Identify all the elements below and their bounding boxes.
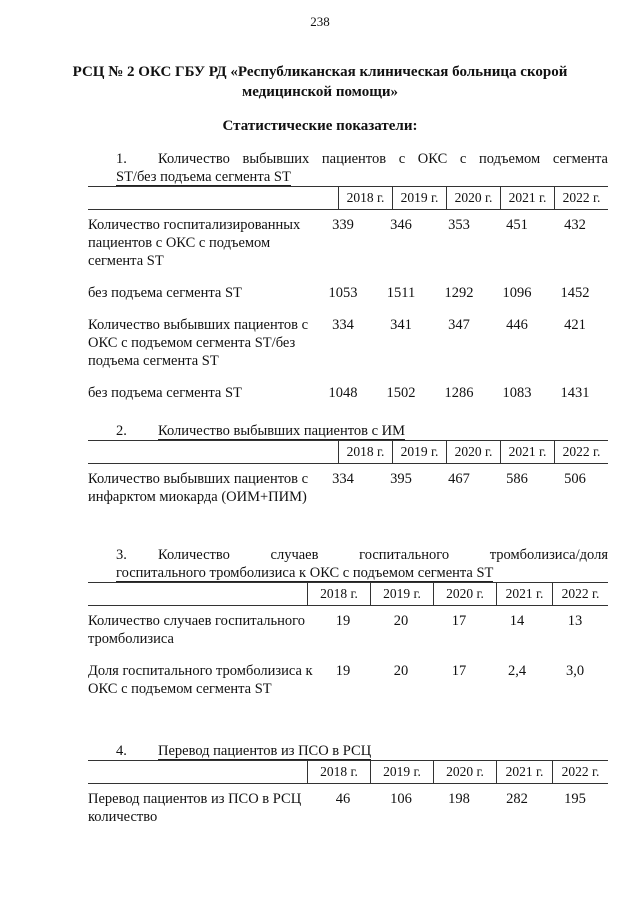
table-row xyxy=(88,612,608,648)
cell-value: 13 xyxy=(567,613,583,629)
year-header: 2022 г. xyxy=(554,441,608,463)
cell-value: 3,0 xyxy=(565,663,585,679)
section-heading-text: Количество выбывших пациентов с ИМ xyxy=(158,423,406,439)
section-heading xyxy=(88,546,608,564)
section-2 xyxy=(88,422,608,506)
cell-value: 1511 xyxy=(386,285,416,301)
cell-value: 17 xyxy=(451,663,467,679)
year-header: 2019 г. xyxy=(370,583,433,605)
cell-value: 1053 xyxy=(328,285,358,301)
cell-value: 282 xyxy=(506,791,528,807)
table-row xyxy=(88,284,608,302)
year-header: 2018 г. xyxy=(338,441,392,463)
cell-value: 506 xyxy=(564,471,586,487)
cell-value: 1502 xyxy=(386,385,416,401)
section-number: 2. xyxy=(116,423,127,439)
table-row xyxy=(88,316,608,370)
cell-value: 1083 xyxy=(502,385,532,401)
cell-value: 1431 xyxy=(560,385,590,401)
row-label: Количество выбывших пациентов с инфарктом миокарда (ОИМ+ПИМ) xyxy=(88,471,309,505)
year-header-row xyxy=(88,760,608,784)
cell-value: 395 xyxy=(390,471,412,487)
document-subtitle: Статистические показатели: xyxy=(222,118,418,134)
cell-value: 195 xyxy=(564,791,586,807)
year-header: 2022 г. xyxy=(552,761,608,783)
row-label: Количество госпитализированных пациентов с ОКС с подъемом сегмента ST xyxy=(88,217,301,269)
section-heading-text: Количество случаев госпитального тромболизиса/доля xyxy=(158,547,608,563)
cell-value: 198 xyxy=(448,791,470,807)
section-number: 1. xyxy=(116,151,127,167)
section-heading xyxy=(88,742,608,760)
table-row xyxy=(88,470,608,506)
page-number: 238 xyxy=(310,14,330,29)
year-header-row xyxy=(88,186,608,210)
cell-value: 421 xyxy=(564,317,586,333)
row-label: Количество выбывших пациентов с ОКС с подъемом сегмента ST/без подъема сегмента ST xyxy=(88,317,309,369)
section-heading-text: Перевод пациентов из ПСО в РСЦ xyxy=(158,743,372,759)
cell-value: 346 xyxy=(390,217,412,233)
year-header: 2021 г. xyxy=(496,583,552,605)
table-row xyxy=(88,790,608,826)
row-label: Перевод пациентов из ПСО в РСЦ количество xyxy=(88,791,302,825)
row-label: без подъема сегмента ST xyxy=(88,385,242,401)
section-heading xyxy=(88,422,608,440)
year-header: 2021 г. xyxy=(496,761,552,783)
row-label: Доля госпитального тромболизиса к ОКС с подъемом сегмента ST xyxy=(88,663,313,697)
cell-value: 2,4 xyxy=(507,663,527,679)
cell-value: 1048 xyxy=(328,385,358,401)
year-header: 2019 г. xyxy=(392,441,446,463)
section-4 xyxy=(88,742,608,826)
cell-value: 19 xyxy=(335,663,351,679)
cell-value: 14 xyxy=(509,613,525,629)
table-row xyxy=(88,662,608,698)
year-header: 2020 г. xyxy=(433,761,496,783)
section-heading-continuation: ST/без подъема сегмента ST xyxy=(116,169,291,185)
section-heading xyxy=(88,150,608,168)
year-header: 2022 г. xyxy=(552,583,608,605)
year-header: 2019 г. xyxy=(370,761,433,783)
cell-value: 106 xyxy=(390,791,412,807)
section-heading-text: Количество выбывших пациентов с ОКС с подъемом сегмента xyxy=(158,151,608,167)
year-header: 2022 г. xyxy=(554,187,608,209)
cell-value: 17 xyxy=(451,613,467,629)
year-header: 2019 г. xyxy=(392,187,446,209)
cell-value: 1286 xyxy=(444,385,474,401)
cell-value: 334 xyxy=(332,317,354,333)
row-label: без подъема сегмента ST xyxy=(88,285,242,301)
cell-value: 347 xyxy=(448,317,470,333)
table-row xyxy=(88,216,608,270)
cell-value: 1292 xyxy=(444,285,474,301)
year-header: 2020 г. xyxy=(446,441,500,463)
section-number: 4. xyxy=(116,743,127,759)
year-header: 2020 г. xyxy=(446,187,500,209)
year-header-row xyxy=(88,582,608,606)
cell-value: 20 xyxy=(393,613,409,629)
document-title: РСЦ № 2 ОКС ГБУ РД «Республиканская клиническая больница скорой медицинской помощи» xyxy=(72,64,568,100)
section-number: 3. xyxy=(116,547,127,563)
cell-value: 1452 xyxy=(560,285,590,301)
cell-value: 20 xyxy=(393,663,409,679)
cell-value: 432 xyxy=(564,217,586,233)
cell-value: 1096 xyxy=(502,285,532,301)
cell-value: 446 xyxy=(506,317,528,333)
section-1 xyxy=(88,150,608,402)
cell-value: 586 xyxy=(506,471,528,487)
year-header: 2021 г. xyxy=(500,187,554,209)
year-header: 2018 г. xyxy=(307,761,370,783)
cell-value: 353 xyxy=(448,217,470,233)
section-3 xyxy=(88,546,608,698)
year-header: 2018 г. xyxy=(307,583,370,605)
year-header: 2018 г. xyxy=(338,187,392,209)
cell-value: 451 xyxy=(506,217,528,233)
year-header: 2021 г. xyxy=(500,441,554,463)
cell-value: 334 xyxy=(332,471,354,487)
section-heading-continuation: госпитального тромболизиса к ОКС с подъемом сегмента ST xyxy=(116,565,494,581)
table-row xyxy=(88,384,608,402)
cell-value: 19 xyxy=(335,613,351,629)
cell-value: 339 xyxy=(332,217,354,233)
cell-value: 467 xyxy=(448,471,470,487)
year-header: 2020 г. xyxy=(433,583,496,605)
cell-value: 46 xyxy=(335,791,351,807)
cell-value: 341 xyxy=(390,317,412,333)
year-header-row xyxy=(88,440,608,464)
row-label: Количество случаев госпитального тромболизиса xyxy=(88,613,305,647)
